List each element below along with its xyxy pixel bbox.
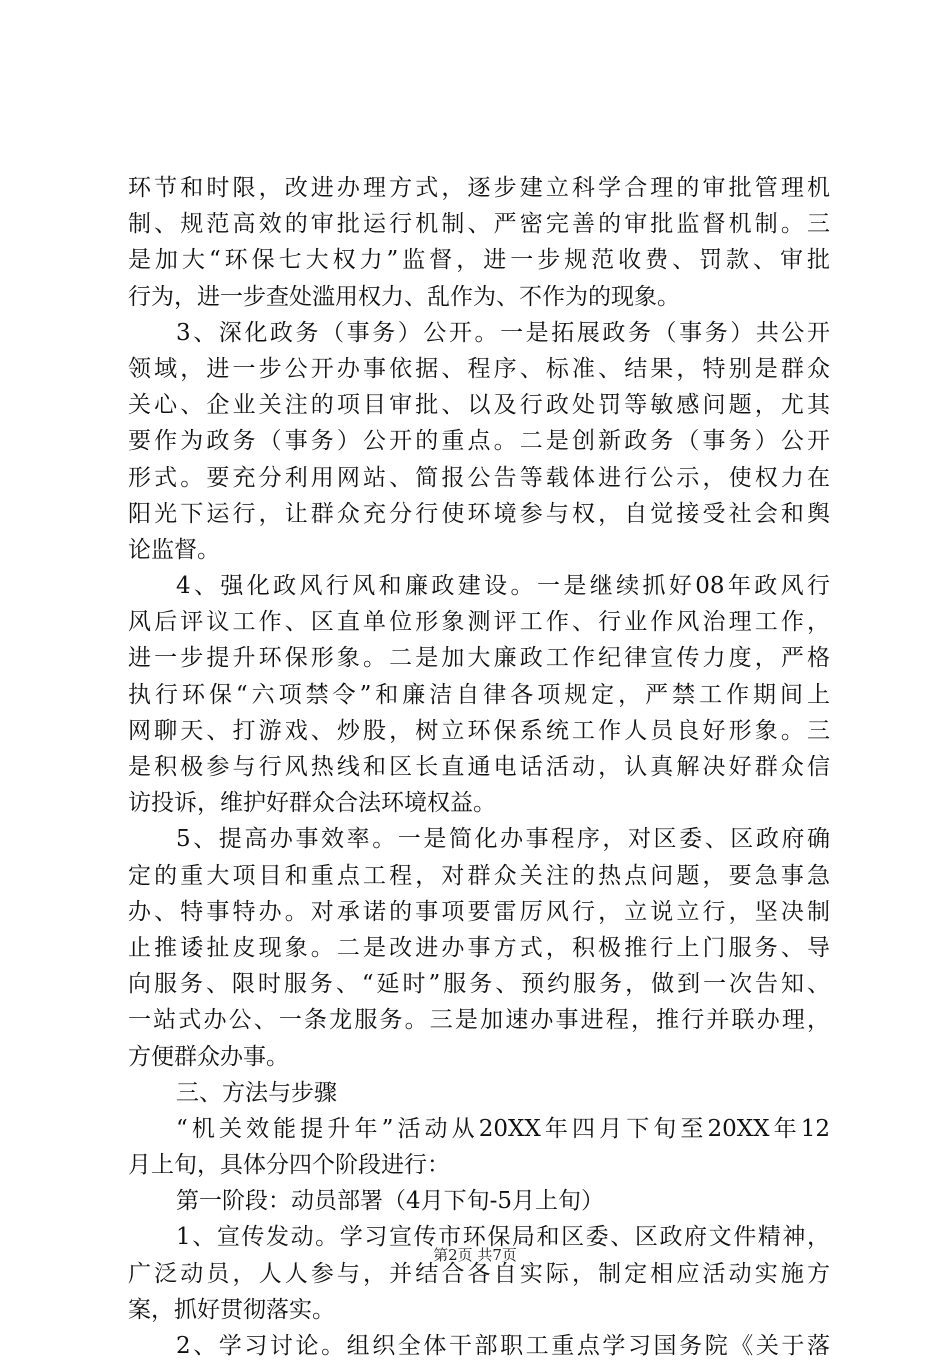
text-line: 5、提高办事效率。一是简化办事程序，对区委、区政府确 [176,826,830,853]
text-line: 形式。要充分利用网站、简报公告等载体进行公示，使权力在 [128,464,830,491]
text-line: 4、强化政风行风和廉政建设。一是继续抓好08年政风行 [176,573,830,600]
text-line: 2、学习讨论。组织全体干部职工重点学习国务院《关于落 [176,1333,830,1359]
text-line: 是积极参与行风热线和区长直通电话活动，认真解决好群众信 [128,754,830,780]
text-line: 访投诉，维护好群众合法环境权益。 [128,790,496,817]
text-line: 是加大“环保七大权力”监督，进一步规范收费、罚款、审批 [128,247,830,274]
text-line: 三、方法与步骤 [176,1079,337,1106]
text-line: 环节和时限，改进办理方式，逐步建立科学合理的审批管理机 [128,175,830,201]
text-line: 止推诿扯皮现象。二是改进办事方式，积极推行上门服务、导 [128,934,830,961]
text-line: 行为，进一步查处滥用权力、乱作为、不作为的现象。 [128,283,680,310]
text-line: “机关效能提升年”活动从20XX年四月下旬至20XX年12 [176,1115,830,1142]
text-line: 广泛动员，人人参与，并结合各自实际，制定相应活动实施方 [128,1260,830,1287]
page-footer [0,1244,950,1265]
text-line: 案，抓好贯彻落实。 [128,1296,335,1323]
text-line: 1、宣传发动。学习宣传市环保局和区委、区政府文件精神， [176,1224,830,1251]
text-line: 向服务、限时服务、“延时”服务、预约服务，做到一次告知、 [128,971,830,998]
text-line: 一站式办公、一条龙服务。三是加速办事进程，推行并联办理， [128,1007,830,1034]
text-line: 办、特事特办。对承诺的事项要雷厉风行，立说立行，坚决制 [128,898,830,925]
text-line: 要作为政务（事务）公开的重点。二是创新政务（事务）公开 [128,428,830,455]
document-body [128,170,830,1364]
text-line: 方便群众办事。 [128,1043,289,1070]
text-line: 制、规范高效的审批运行机制、严密完善的审批监督机制。三 [128,211,830,238]
text-line: 阳光下运行，让群众充分行使环境参与权，自觉接受社会和舆 [128,500,830,527]
text-line: 定的重大项目和重点工程，对群众关注的热点问题，要急事急 [128,862,830,889]
text-line: 网聊天、打游戏、炒股，树立环保系统工作人员良好形象。三 [128,717,830,744]
text-line: 执行环保“六项禁令”和廉洁自律各项规定，严禁工作期间上 [128,681,830,708]
text-line: 论监督。 [128,536,220,563]
text-line: 领域，进一步公开办事依据、程序、标准、结果，特别是群众 [128,355,830,382]
text-line: 进一步提升环保形象。二是加大廉政工作纪律宣传力度，严格 [128,645,830,672]
text-line: 第一阶段：动员部署（4月下旬-5月上旬） [176,1188,605,1215]
page-number-label: 第2页 共7页 [433,1246,517,1264]
text-line: 3、深化政务（事务）公开。一是拓展政务（事务）共公开 [176,319,830,346]
text-line: 关心、企业关注的项目审批、以及行政处罚等敏感问题，尤其 [128,392,830,419]
text-line: 风后评议工作、区直单位形象测评工作、行业作风治理工作， [128,609,830,636]
text-line: 月上旬，具体分四个阶段进行： [128,1152,450,1179]
